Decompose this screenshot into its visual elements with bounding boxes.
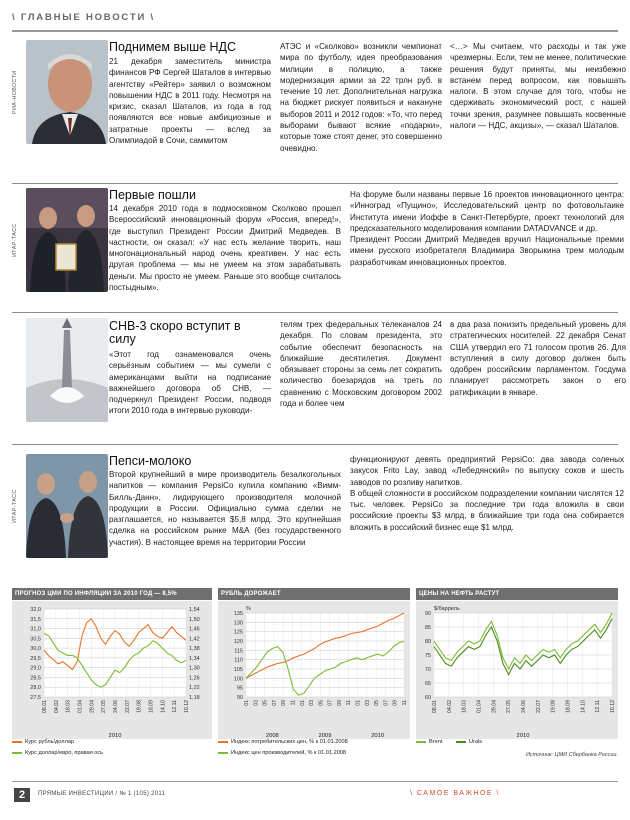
x-tick-label: 11 <box>290 700 297 706</box>
x-tick-label: 18.03 <box>461 700 468 713</box>
missile-photo <box>26 318 108 422</box>
legend-label: Urals <box>468 739 482 745</box>
story-divider <box>12 183 618 184</box>
y-tick-label: 80 <box>424 639 431 645</box>
x-tick-label: 05 <box>318 700 325 706</box>
footer-section: \ САМОЕ ВАЖНОЕ \ <box>410 790 500 797</box>
x-tick-label: 14.10 <box>160 700 167 713</box>
story-headline: СНВ-3 скоро вступит в силу <box>109 319 241 346</box>
x-tick-label: 29.04 <box>491 700 498 713</box>
y-tick-label: 31,5 <box>30 616 41 623</box>
legend-swatch <box>416 741 426 743</box>
y-tick-label: 120 <box>233 639 243 645</box>
y2-tick-label: 1,22 <box>189 685 200 692</box>
y2-tick-label: 1,50 <box>189 616 200 623</box>
story-nds <box>12 40 626 184</box>
legend-label: Индекс цен производителей, % к 01.01.2008 <box>231 750 347 756</box>
photo-credit: ИТАР-ТАСС <box>12 489 18 523</box>
section-rule <box>12 30 618 32</box>
x-tick-label: 01 <box>299 700 306 706</box>
legend-swatch <box>218 741 228 743</box>
chart-oil-plot <box>416 601 618 739</box>
photo-credit: РИА-НОВОСТИ <box>12 70 18 114</box>
x-tick-label: 09 <box>392 700 399 706</box>
y-tick-label: 135 <box>233 611 243 617</box>
story-column-1: 21 декабря заместитель министра финансов РФ Сергей Шаталов в интервью агентству «Рейтер» заявил о возможном повышении НДС в 2011 году. Несмотря на кризис, сказал Шаталов, из года в год появляются все новые амбициозные и затратные проекты — вслед за Олимпиадой в Сочи, саммитом <box>109 57 271 146</box>
chart-title: РУБЛЬ ДОРОЖАЕТ <box>218 588 410 600</box>
chart-legend <box>416 739 482 745</box>
story-column-2: телям трех федеральных телеканалов 24 декабря. По словам президента, это событие обеспечит безопасность на ближайшие десятилетия. Документ обязывает стороны за семь лет сократить количество боезарядов на треть по сравнению с Московским договором 2002 года и более чем <box>280 320 442 409</box>
x-year-label: 2010 <box>371 733 385 739</box>
y2-tick-label: 1,38 <box>189 646 200 653</box>
chart-title: ПРОГНОЗ ЦМИ ПО ИНФЛЯЦИИ ЗА 2010 ГОД — 8,5% <box>12 588 212 600</box>
x-year-label: 2009 <box>318 733 332 739</box>
y-tick-label: 30,0 <box>30 646 41 653</box>
x-tick-label: 22.07 <box>535 700 542 713</box>
x-tick-label: 04.02 <box>446 700 453 713</box>
x-year-label: 2008 <box>265 733 279 739</box>
x-tick-label: 14.10 <box>580 700 587 713</box>
x-tick-label: 01.04 <box>77 700 84 713</box>
y-tick-label: 105 <box>233 667 243 673</box>
x-tick-label: 03 <box>253 700 260 706</box>
y-tick-label: 100 <box>233 676 243 683</box>
chart-fx-plot <box>12 601 212 739</box>
y-tick-label: 90 <box>236 695 243 701</box>
story-column-2: функционируют девять предприятий PepsiCo: два завода соленых закусок Frito Lay, завод «Лебедянский» по выпуску соков и шесть заводов по розливу напитков. В общей сложности в российском подразделении компании числятся 12 тыс. человек. PepsiCo за последние три года вложила в свои российские проекты $3 млрд, в ближайшие три года она собирается вложить в российский бизнес еще $1 млрд. <box>350 455 624 532</box>
story-headline: Первые пошли <box>109 188 196 202</box>
x-tick-label: 03 <box>309 700 316 706</box>
x-tick-label: 08.01 <box>432 700 438 713</box>
x-tick-label: 07 <box>383 700 390 706</box>
page-number: 2 <box>14 788 30 802</box>
x-tick-label: 07 <box>271 700 278 706</box>
story-headline: Поднимем выше НДС <box>109 40 237 54</box>
y2-tick-label: 1,34 <box>189 655 200 662</box>
y-tick-label: 85 <box>424 625 431 631</box>
charts-strip <box>12 588 618 768</box>
x-tick-label: 01.04 <box>476 700 483 713</box>
y-axis-label: % <box>246 606 251 612</box>
story-divider <box>12 312 618 313</box>
y-tick-label: 28,5 <box>30 675 41 682</box>
story-column-1: 14 декабря 2010 года в подмосковном Сколково прошел Всероссийский инновационный форум «Россия, вперед!», где выступил Президент России Дмитрий Медведев. В частности, он сказал: «У нас есть желание творить, наш многонациональный народ очень креативен. У нас есть другая проблема — мы не умеем на этом зарабатывать деньги. Мы просто не умеем. Раньше это вообще считалось постыдным». <box>109 204 341 293</box>
x-tick-label: 27.05 <box>506 700 513 713</box>
x-tick-label: 08.01 <box>42 700 48 713</box>
x-tick-label: 04.02 <box>53 700 60 713</box>
story-column-2: На форуме были названы первые 16 проектов инновационного центра: «Инноград «Пущино», Исследовательский центр по фотовольтаике Института имени Иоффе в Санкт-Петербурге, проект технологий для предсказательного моделирования компании DATADVANCE и др. Президент России Дмитрий Медведев вручил Национальные премии имени русского изобретателя Владимира Зворыкина трем молодым разработчикам инновационных проектов. <box>350 190 624 267</box>
story-headline: Пепси-молоко <box>109 454 192 468</box>
story-skolkovo <box>12 188 624 306</box>
story-pepsi <box>12 454 624 572</box>
y2-tick-label: 1,26 <box>189 675 200 682</box>
legend-label: Индекс потребительских цен, % к 01.01.2008 <box>231 739 348 745</box>
y-tick-label: 32,0 <box>30 607 41 613</box>
chart-prices-plot <box>218 601 410 739</box>
y-tick-label: 29,5 <box>30 655 41 662</box>
ceremony-photo <box>26 188 108 292</box>
handshake-photo <box>26 454 108 558</box>
story-column-1: Второй крупнейший в мире производитель безалкогольных напитков — компания PepsiCo купила компанию «Вимм-Билль-Данн», лидирующего производителя молочной продукции в России. Официально сумма сделки не разглашается, но называется $5,8 млрд. Это крупнейшая сделка на российском рынке M&A (без государственного участия). В настоящее время на территории России <box>109 470 341 547</box>
x-tick-label: 09 <box>281 700 288 706</box>
x-tick-label: 05 <box>374 700 381 706</box>
x-tick-label: 01 <box>355 700 362 706</box>
chart-oil <box>416 588 618 768</box>
y-tick-label: 31,0 <box>30 626 41 633</box>
chart-legend-item <box>218 750 346 756</box>
story-column-3: в два раза понизить предельный уровень для стратегических носителей. 22 декабря Сенат США утвердил его 71 голосом против 26. Для вступления в силу договор должен быть одобрен российским парламентом. Госдума планирует рассмотреть закон о его ратификации в январе. <box>450 320 626 397</box>
chart-legend-item <box>12 750 103 756</box>
photo-credit: ИТАР-ТАСС <box>12 223 18 257</box>
y-tick-label: 130 <box>233 620 243 627</box>
y-tick-label: 125 <box>233 629 243 636</box>
y-tick-label: 115 <box>234 648 243 655</box>
legend-swatch <box>12 752 22 754</box>
legend-label: Курс рубль/доллар <box>25 739 75 745</box>
y2-tick-label: 1,42 <box>189 636 200 643</box>
legend-swatch <box>456 741 466 743</box>
x-tick-label: 11 <box>346 700 353 706</box>
legend-label: Brent <box>429 739 443 745</box>
x-tick-label: 18.09 <box>565 700 572 713</box>
y2-tick-label: 1,46 <box>189 626 200 633</box>
story-column-1: «Этот год ознаменовался очень серьёзным событием — мы сумели с американцами выйти на подписание важнейшего договора об СНВ, — подчеркнул Президент России, подводя итоги 2010 года в интервью руководи- <box>109 350 271 416</box>
story-snv3 <box>12 318 626 440</box>
chart-source: Источник: ЦМИ Сбербанка России. <box>525 752 618 758</box>
y-tick-label: 30,5 <box>30 636 41 643</box>
y2-tick-label: 1,54 <box>189 607 200 613</box>
x-axis-label: 2010 <box>516 733 530 739</box>
chart-legend-item <box>218 739 348 745</box>
y-axis-label: $/баррель <box>434 606 460 612</box>
story-divider <box>12 444 618 445</box>
y2-tick-label: 1,30 <box>189 665 200 672</box>
magazine-info: ПРЯМЫЕ ИНВЕСТИЦИИ / № 1 (105) 2011 <box>38 791 166 797</box>
y-tick-label: 75 <box>424 653 431 659</box>
x-tick-label: 03 <box>364 700 371 706</box>
x-tick-label: 10.12 <box>610 700 616 713</box>
x-tick-label: 19.08 <box>550 700 557 713</box>
x-tick-label: 01 <box>244 700 250 706</box>
x-tick-label: 18.03 <box>65 700 72 713</box>
legend-swatch <box>12 741 22 743</box>
y-tick-label: 95 <box>236 685 243 692</box>
y-tick-label: 27,5 <box>30 695 41 701</box>
x-tick-label: 27.05 <box>101 700 108 713</box>
section-header: \ ГЛАВНЫЕ НОВОСТИ \ <box>12 12 155 23</box>
legend-swatch <box>218 752 228 754</box>
y2-tick-label: 1,18 <box>189 695 200 701</box>
legend-label: Курс доллар/евро, правая ось <box>25 750 104 756</box>
story-column-3: <…> Мы считаем, что расходы и так уже чрезмерны. Если, тем не менее, политические решения будут приняты, мы неизбежно встанем перед вопросом, как повышать налоги. В этом случае для того, чтобы не сдерживать экономический рост, с нашей точки зрения, разумнее повышать косвенные налоги — НДС, акцизы», — сказал Шаталов. <box>450 42 626 131</box>
story-column-2: АТЭС и «Сколково» возникли чемпионат мира по футболу, идея преобразования милиции в полицию, а также модернизация армии за 22 трлн руб. в течение 10 лет. Дополнительная нагрузка на бюджет рискует появиться и накануне выборов 2011 и 2012 годов: «То, что перед выборами бывают всякие «подарки», которые тоже стоят денег, это совершенно очевидно. <box>280 42 442 153</box>
x-axis-label: 2010 <box>108 733 122 739</box>
chart-legend-item <box>12 739 74 745</box>
x-tick-label: 11 <box>402 700 408 706</box>
y-tick-label: 29,0 <box>30 665 41 672</box>
portrait-photo <box>26 40 108 144</box>
x-tick-label: 24.06 <box>521 700 527 713</box>
x-tick-label: 10.12 <box>184 700 190 713</box>
x-tick-label: 19.08 <box>136 700 143 713</box>
x-tick-label: 29.04 <box>89 700 96 713</box>
x-tick-label: 12.11 <box>172 700 179 713</box>
x-tick-label: 24.06 <box>113 700 119 713</box>
x-tick-label: 07 <box>327 700 334 706</box>
x-tick-label: 22.07 <box>124 700 131 713</box>
y-tick-label: 70 <box>424 667 431 673</box>
chart-title: ЦЕНЫ НА НЕФТЬ РАСТУТ <box>416 588 618 600</box>
x-tick-label: 12.11 <box>595 700 602 713</box>
chart-prices <box>218 588 410 768</box>
x-tick-label: 05 <box>262 700 269 706</box>
y-tick-label: 90 <box>424 611 431 617</box>
y-tick-label: 65 <box>424 681 431 687</box>
x-tick-label: 09 <box>336 700 343 706</box>
y-tick-label: 28,0 <box>30 685 41 692</box>
footer-rule <box>12 781 618 782</box>
y-tick-label: 110 <box>234 657 243 664</box>
x-tick-label: 18.09 <box>148 700 155 713</box>
y-tick-label: 60 <box>424 695 431 701</box>
chart-fx <box>12 588 212 768</box>
